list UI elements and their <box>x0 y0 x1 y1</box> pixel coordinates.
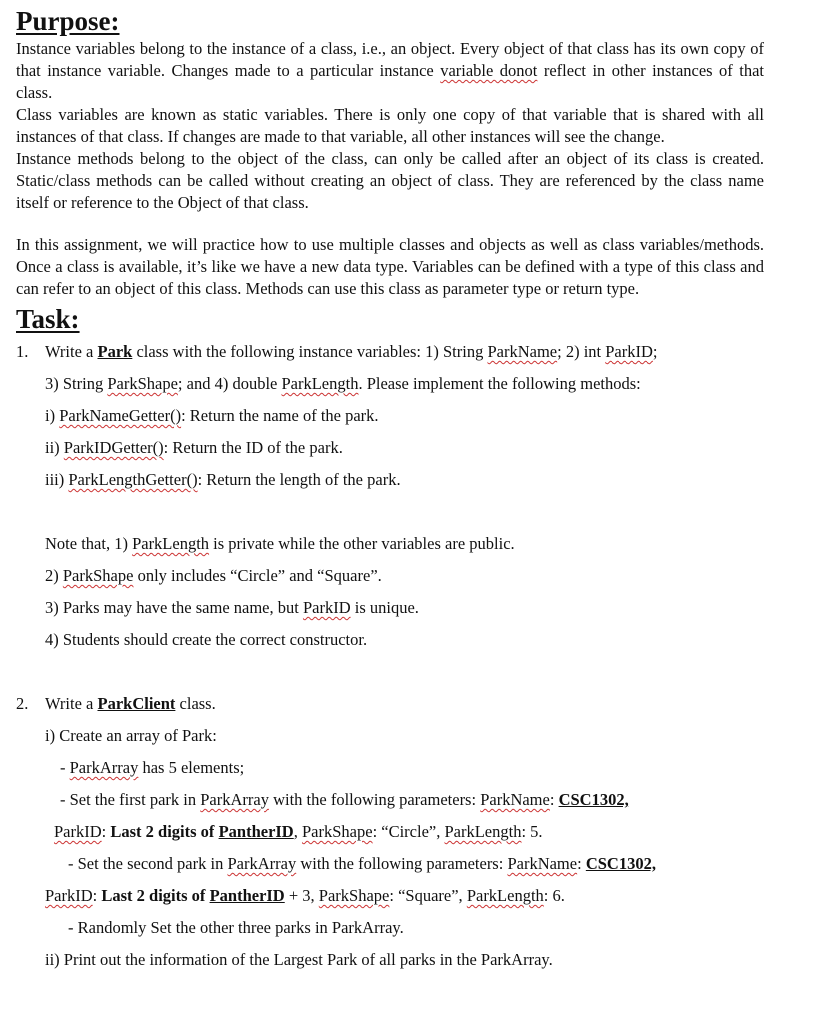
variable-name: ParkID <box>605 342 653 361</box>
variable-name: ParkLength <box>444 822 522 841</box>
task-item-2-step-2: ii) Print out the information of the Largest Park of all parks in the ParkArray. <box>45 950 553 969</box>
task-item-1-method-3 <box>16 464 764 496</box>
parameter-value: CSC1302, <box>585 854 656 873</box>
task-item-1-note-2 <box>16 560 764 592</box>
text: : <box>549 790 559 809</box>
task-item-2-bullet-2 <box>16 784 764 816</box>
method-name: ParkNameGetter() <box>59 406 182 425</box>
task-item-1-method-2 <box>16 432 764 464</box>
text: 3) String <box>45 374 108 393</box>
parameter-value: CSC1302, <box>558 790 629 809</box>
variable-name: ParkID <box>302 598 351 617</box>
variable-name: ParkName <box>480 790 550 809</box>
variable-name: ParkLength <box>132 534 210 553</box>
class-name: ParkClient <box>97 694 176 713</box>
method-name: ParkIDGetter() <box>63 438 164 457</box>
text: : “Square”, <box>389 886 467 905</box>
task-item-2-bullet-3 <box>16 848 764 880</box>
variable-name: ParkArray <box>200 790 269 809</box>
text: 2) <box>45 566 63 585</box>
task-item-2-line-1 <box>16 688 764 720</box>
text: : Return the length of the park. <box>197 470 401 489</box>
text: : 5. <box>521 822 543 841</box>
text: ii) <box>45 438 64 457</box>
text: - <box>60 758 70 777</box>
task-item-2-bullet-1 <box>16 752 764 784</box>
text: : <box>92 886 102 905</box>
text: : “Circle”, <box>372 822 445 841</box>
parameter-value: PantherID <box>218 822 294 841</box>
task-item-1-note-4: 4) Students should create the correct constructor. <box>45 630 368 649</box>
text: ; <box>652 342 658 361</box>
variable-name: ParkLength <box>466 886 544 905</box>
text: Write a <box>45 694 98 713</box>
text: Write a <box>45 342 98 361</box>
list-number: 1. <box>16 342 29 361</box>
text: , <box>293 822 302 841</box>
text: : Return the ID of the park. <box>163 438 343 457</box>
text: - Set the first park in <box>60 790 201 809</box>
text: only includes “Circle” and “Square”. <box>133 566 382 585</box>
variable-name: ParkShape <box>62 566 134 585</box>
task-item-1-line-2 <box>16 368 764 400</box>
task-item-1-note-1 <box>16 528 764 560</box>
variable-name: ParkLength <box>281 374 359 393</box>
text: . Please implement the following methods: <box>358 374 641 393</box>
task-item-2-bullet-3-cont <box>16 880 764 912</box>
task-item-1-note-3 <box>16 592 764 624</box>
text: : <box>577 854 586 873</box>
text: with the following parameters: <box>268 790 481 809</box>
purpose-paragraph-class-variables: Class variables are known as static variables. There is only one copy of that variable that is shared with all instances of that class. If changes are made to that variable, all other instances will see the change. <box>16 105 764 146</box>
text: reflect in other instances of that class. <box>16 61 764 102</box>
text: is private while the other variables are public. <box>209 534 515 553</box>
variable-name: ParkID <box>45 886 93 905</box>
purpose-paragraph-instance-methods: Instance methods belong to the object of the class, can only be called after an object of its class is created. Static/class methods can be called without creating an object of class. They are referenced by the class name itself or reference to the Object of that class. <box>16 149 764 212</box>
method-name: ParkLengthGetter() <box>68 470 198 489</box>
task-item-1-line-1 <box>16 336 764 368</box>
task-section <box>16 302 764 336</box>
text: Instance variables belong to the instance of a class, i.e., an object. Every object of that class has its own copy of that instance variable. Changes made to a particular instance <box>16 39 764 80</box>
variable-name: ParkShape <box>318 886 390 905</box>
variable-name: ParkShape <box>107 374 178 393</box>
text: : 6. <box>543 886 565 905</box>
list-number: 2. <box>16 694 29 713</box>
purpose-section <box>16 0 764 38</box>
text: : Return the name of the park. <box>181 406 379 425</box>
purpose-heading: Purpose: <box>16 6 120 36</box>
text: Note that, 1) <box>45 534 133 553</box>
text: class. <box>175 694 216 713</box>
task-item-2-bullet-2-cont <box>16 816 764 848</box>
text: is unique. <box>350 598 419 617</box>
purpose-paragraph-instance-variables <box>16 38 764 104</box>
variable-name: ParkArray <box>69 758 139 777</box>
variable-name: ParkName <box>507 854 578 873</box>
text: 3) Parks may have the same name, but <box>45 598 303 617</box>
text: class with the following instance variables: 1) String <box>132 342 488 361</box>
text: + 3, <box>284 886 319 905</box>
task-item-2-bullet-4: - Randomly Set the other three parks in ParkArray. <box>68 918 404 937</box>
parameter-value: PantherID <box>209 886 285 905</box>
document-page <box>16 0 764 976</box>
task-item-2-step-1: i) Create an array of Park: <box>45 726 217 745</box>
class-name: Park <box>97 342 133 361</box>
variable-name: ParkShape <box>301 822 373 841</box>
text: : <box>101 822 111 841</box>
variable-name: ParkArray <box>227 854 297 873</box>
text: iii) <box>45 470 69 489</box>
text: ; and 4) double <box>177 374 282 393</box>
spellcheck-word: variable donot <box>440 61 538 80</box>
task-item-1-method-1 <box>16 400 764 432</box>
text: has 5 elements; <box>138 758 245 777</box>
parameter-value: Last 2 digits of <box>110 822 219 841</box>
variable-name: ParkName <box>487 342 558 361</box>
text: with the following parameters: <box>296 854 508 873</box>
purpose-paragraph-assignment: In this assignment, we will practice how to use multiple classes and objects as well as class variables/methods. Once a class is available, it’s like we have a new data type. Variables can be defined with a type of this class and can refer to an object of this class. Methods can use this class as parameter type or return type. <box>16 235 764 298</box>
parameter-value: Last 2 digits of <box>101 886 210 905</box>
task-heading: Task: <box>16 304 80 334</box>
text: i) <box>45 406 60 425</box>
text: ; 2) int <box>557 342 606 361</box>
text: - Set the second park in <box>68 854 228 873</box>
variable-name: ParkID <box>54 822 102 841</box>
